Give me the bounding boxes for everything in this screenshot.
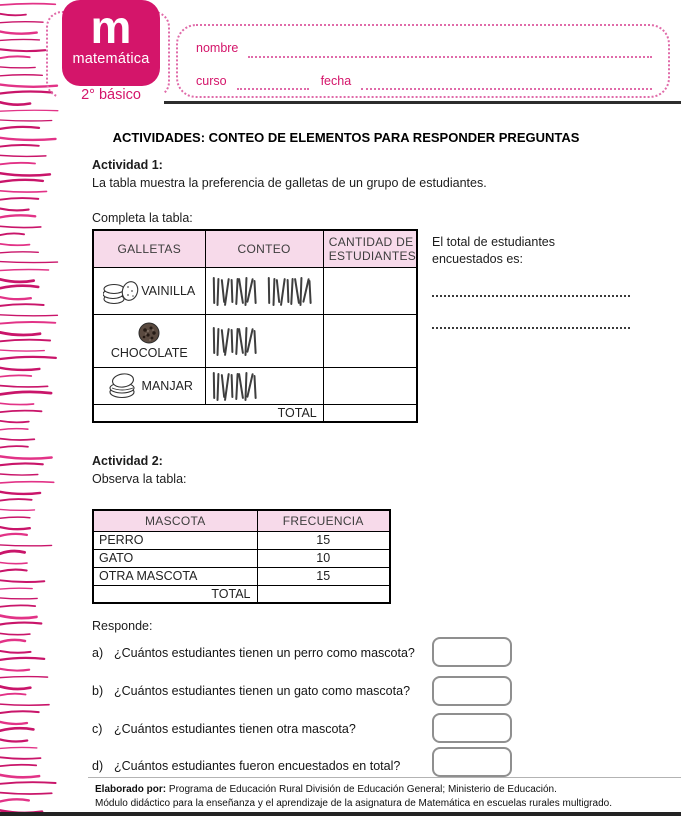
conteo-header: CONTEO: [205, 230, 323, 267]
frecuencia-header: FRECUENCIA: [257, 510, 390, 531]
logo-m-letter: m: [90, 1, 132, 53]
row-value: 10: [257, 549, 390, 567]
total-label: TOTAL: [93, 404, 323, 422]
answer-box-b[interactable]: [432, 676, 512, 706]
question-text: ¿Cuántos estudiantes tienen un perro como mascota?: [114, 646, 415, 660]
question-c: [92, 722, 356, 736]
activity1-instruction: Completa la tabla:: [92, 211, 193, 225]
fecha-label: fecha: [320, 73, 352, 88]
fecha-input-line[interactable]: [361, 74, 652, 90]
logo-word: matemática: [72, 51, 150, 67]
student-fields-box: [176, 24, 670, 98]
tally-cell: [205, 267, 323, 314]
mascota-header: MASCOTA: [93, 510, 257, 531]
cantidad-header: CANTIDAD DE ESTUDIANTES: [323, 230, 417, 267]
footer-line2: Módulo didáctico para la enseñanza y el aprendizaje de la asignatura de Matemática en escuelas rurales multigrado.: [95, 798, 612, 809]
page-bottom-border: [0, 812, 681, 816]
question-letter: b): [92, 684, 104, 698]
page-title: ACTIVIDADES: CONTEO DE ELEMENTOS PARA RESPONDER PREGUNTAS: [112, 130, 580, 145]
total-answer-cell[interactable]: [257, 585, 390, 603]
question-letter: c): [92, 722, 103, 736]
curso-label: curso: [196, 73, 227, 88]
activity2-heading: Actividad 2:: [92, 454, 163, 468]
row-value: 15: [257, 567, 390, 585]
row-label: CHOCOLATE: [110, 346, 188, 360]
answer-box-d[interactable]: [432, 747, 512, 777]
cantidad-answer-cell[interactable]: [323, 314, 417, 367]
row-label: VAINILLA: [141, 283, 196, 298]
side-note-line2: encuestados es:: [432, 252, 524, 267]
question-b: [92, 684, 410, 698]
activity2-instruction: Observa la tabla:: [92, 472, 187, 486]
table-row: [93, 314, 417, 367]
question-text: ¿Cuántos estudiantes fueron encuestados en total?: [114, 759, 401, 773]
table-row: [93, 531, 390, 549]
question-letter: a): [92, 646, 104, 660]
curso-input-line[interactable]: [237, 74, 309, 90]
question-text: ¿Cuántos estudiantes tienen un gato como mascota?: [114, 684, 411, 698]
answer-box-c[interactable]: [432, 713, 512, 743]
manjar-cookie-icon: [106, 371, 140, 401]
matematica-logo: [62, 0, 160, 86]
table-row: [93, 549, 390, 567]
table-total-row: [93, 585, 390, 603]
spiral-binding: [0, 0, 70, 818]
question-text: ¿Cuántos estudiantes tienen otra mascota?: [114, 722, 356, 736]
footer-credits: [95, 783, 671, 811]
cantidad-answer-cell[interactable]: [323, 367, 417, 404]
vanilla-cookies-icon: [103, 276, 139, 306]
mascotas-table: [92, 509, 391, 604]
nombre-input-line[interactable]: [248, 42, 652, 58]
footer-line1-text: Programa de Educación Rural División de Educación General; Ministerio de Educación.: [166, 784, 557, 795]
question-a: [92, 646, 415, 660]
answer-box-a[interactable]: [432, 637, 512, 667]
activity1-heading: Actividad 1:: [92, 158, 163, 172]
activity1-description: La tabla muestra la preferencia de galletas de un grupo de estudiantes.: [92, 176, 487, 190]
total-label: TOTAL: [93, 585, 257, 603]
table-total-row: [93, 404, 417, 422]
header-divider: [135, 101, 681, 104]
grade-label: 2° básico: [58, 87, 164, 104]
footer-line1: [95, 783, 671, 797]
question-letter: d): [92, 759, 104, 773]
row-label: PERRO: [93, 531, 257, 549]
question-d: [92, 759, 400, 773]
footer-divider: [88, 777, 681, 778]
side-note-line1: El total de estudiantes: [432, 235, 555, 249]
row-label: GATO: [93, 549, 257, 567]
cantidad-answer-cell[interactable]: [323, 267, 417, 314]
row-label: OTRA MASCOTA: [93, 567, 257, 585]
table-row: [93, 567, 390, 585]
tally-group: [212, 326, 258, 355]
side-note: [432, 234, 642, 269]
table-row: [93, 367, 417, 404]
nombre-label: nombre: [196, 41, 239, 55]
tally-group: [267, 276, 313, 305]
total-answer-cell[interactable]: [323, 404, 417, 422]
row-value: 15: [257, 531, 390, 549]
tally-group: [212, 371, 258, 400]
footer-elaborado-label: Elaborado por:: [95, 784, 167, 795]
galletas-table: [92, 229, 418, 423]
row-label: MANJAR: [141, 378, 193, 393]
tally-cell: [205, 314, 323, 367]
total-answer-line-1[interactable]: [432, 285, 630, 297]
responde-heading: Responde:: [92, 619, 153, 633]
chocolate-cookie-icon: [137, 321, 161, 345]
tally-group: [212, 276, 258, 305]
table-row: [93, 267, 417, 314]
total-answer-line-2[interactable]: [432, 317, 630, 329]
tally-cell: [205, 367, 323, 404]
galletas-header: GALLETAS: [93, 230, 205, 267]
